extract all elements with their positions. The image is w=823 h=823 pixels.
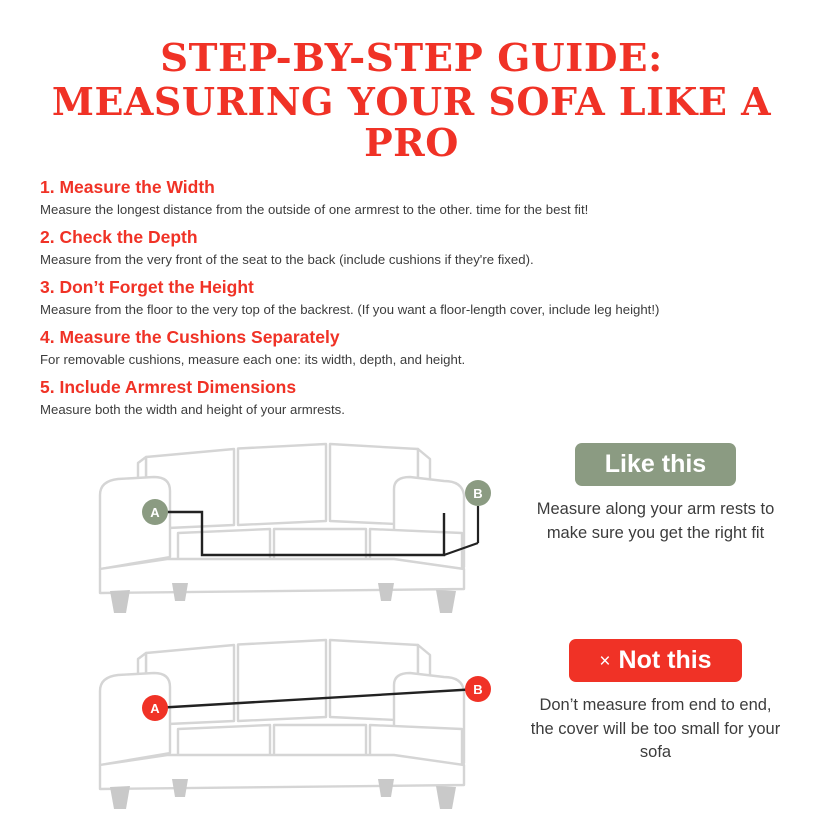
step-body: For removable cushions, measure each one: its width, depth, and height.	[40, 352, 466, 368]
illustration-row-correct	[38, 433, 785, 623]
illustrations	[38, 433, 785, 819]
steps-list	[40, 177, 783, 419]
page-title	[38, 35, 785, 165]
note-incorrect	[508, 629, 785, 765]
sofa-illustration-correct	[38, 433, 508, 623]
badge-not-this	[569, 639, 741, 683]
step-item	[40, 327, 783, 368]
sofa-diagram-correct	[38, 433, 508, 623]
marker-b-label: B	[473, 681, 483, 697]
marker-a-label: A	[150, 700, 160, 716]
step-item	[40, 277, 783, 318]
badge-label: Not this	[618, 645, 712, 674]
sofa-illustration-incorrect	[38, 629, 508, 819]
sofa-diagram-incorrect	[38, 629, 508, 819]
step-heading: 1. Measure the Width	[40, 176, 215, 197]
step-item	[40, 177, 783, 218]
step-item	[40, 377, 783, 418]
title-line-2: MEASURING YOUR SOFA LIKE A PRO	[51, 79, 772, 165]
step-item	[40, 227, 783, 268]
badge-label: Like this	[604, 449, 707, 478]
step-heading: 2. Check the Depth	[40, 226, 198, 247]
step-body: Measure from the very front of the seat to the back (include cushions if they're fixed).	[40, 251, 534, 267]
illustration-row-incorrect	[38, 629, 785, 819]
note-text-incorrect: Don’t measure from end to end, the cover will be too small for your sofa	[530, 696, 781, 761]
note-text-correct: Measure along your arm rests to make sure you get the right fit	[536, 500, 775, 542]
note-correct	[508, 433, 785, 545]
step-heading: 5. Include Armrest Dimensions	[40, 377, 297, 398]
step-body: Measure from the floor to the very top of the backrest. (If you want a floor-length cover, include leg height!)	[40, 302, 660, 318]
step-body: Measure the longest distance from the outside of one armrest to the other. time for the best fit!	[40, 201, 589, 217]
step-body: Measure both the width and height of your armrests.	[40, 402, 345, 418]
title-line-1: STEP-BY-STEP GUIDE:	[160, 35, 663, 80]
step-heading: 4. Measure the Cushions Separately	[40, 327, 340, 348]
close-icon: ×	[599, 650, 611, 672]
marker-b-label: B	[473, 485, 483, 501]
marker-a-label: A	[150, 504, 160, 520]
step-heading: 3. Don’t Forget the Height	[40, 277, 254, 298]
badge-like-this	[575, 443, 736, 487]
